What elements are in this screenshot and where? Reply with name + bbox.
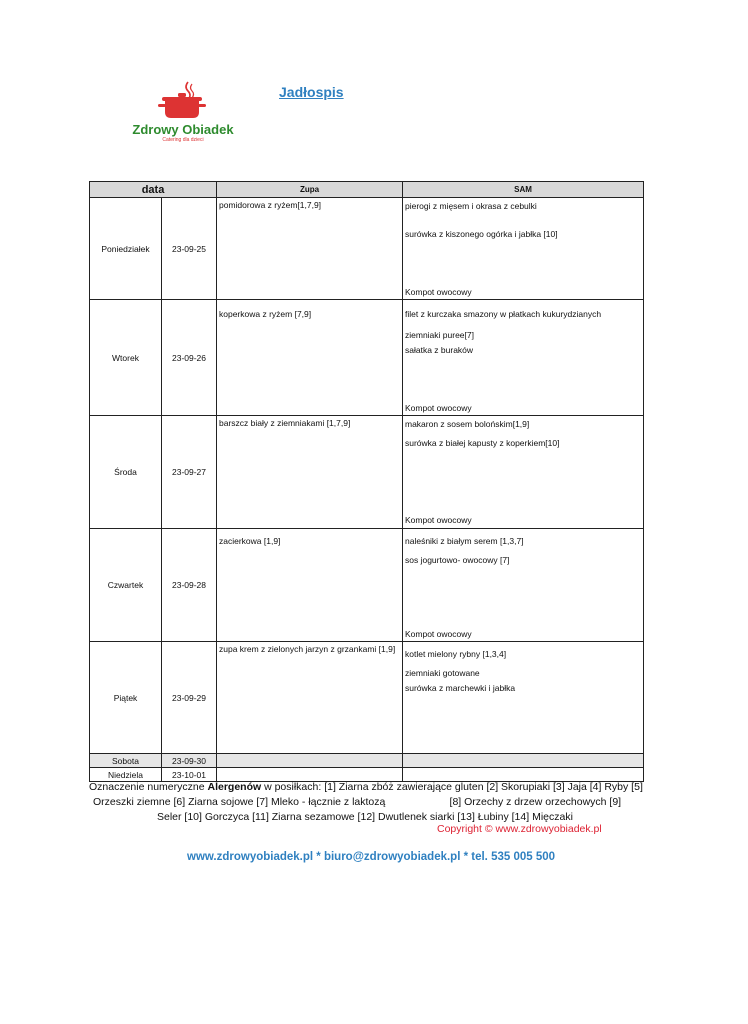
- main-cell: [403, 642, 644, 754]
- header-soup: Zupa: [217, 182, 403, 198]
- main-cell: [403, 416, 644, 529]
- main-item: ziemniaki puree[7]: [405, 330, 474, 340]
- main-item: surówka z białej kapusty z koperkiem[10]: [405, 438, 560, 448]
- allergen-line: Seler [10] Gorczyca [11] Ziarna sezamowe [12] Dwutlenek siarki [13] Łubiny [14] Mięczaki: [157, 811, 573, 823]
- main-cell: [403, 754, 644, 768]
- soup-text: koperkowa z ryżem [7,9]: [219, 309, 312, 319]
- allergen-line: [89, 780, 649, 795]
- date-cell: 23-09-27: [162, 416, 217, 529]
- allergen-bold-text: Alergenów: [207, 781, 262, 793]
- day-cell: Niedziela: [90, 768, 162, 782]
- soup-cell: [217, 529, 403, 642]
- menu-table: [89, 181, 644, 782]
- logo-brand-name: Zdrowy Obiadek: [132, 122, 234, 137]
- soup-cell: [217, 300, 403, 416]
- date-cell: 23-10-01: [162, 768, 217, 782]
- allergen-text: w posiłkach: [1] Ziarna zbóż zawierające gluten [2] Skorupiaki [3] Jaja [4] Ryby [5]: [261, 781, 643, 793]
- soup-text: zupa krem z zielonych jarzyn z grzankami [1,9]: [219, 644, 396, 654]
- table-row: [90, 529, 644, 642]
- main-item: surówka z marchewki i jabłka: [405, 683, 516, 693]
- date-cell: 23-09-25: [162, 198, 217, 300]
- soup-cell: [217, 642, 403, 754]
- date-cell: 23-09-26: [162, 300, 217, 416]
- allergen-line: Orzeszki ziemne [6] Ziarna sojowe [7] Mleko - łącznie z laktozą [8] Orzechy z drzew orzechowych [9]: [93, 796, 622, 808]
- main-item: surówka z kiszonego ogórka i jabłka [10]: [405, 229, 558, 239]
- main-item: Kompot owocowy: [405, 629, 472, 639]
- main-item: sos jogurtowo- owocowy [7]: [405, 555, 510, 565]
- main-item: Kompot owocowy: [405, 287, 472, 297]
- day-cell: Środa: [90, 416, 162, 529]
- allergen-legend: [89, 780, 649, 825]
- date-cell: 23-09-29: [162, 642, 217, 754]
- main-item: sałatka z buraków: [405, 345, 474, 355]
- day-cell: Wtorek: [90, 300, 162, 416]
- main-item: Kompot owocowy: [405, 515, 472, 525]
- main-item: ziemniaki gotowane: [405, 668, 480, 678]
- allergen-text: Oznaczenie numeryczne: [89, 781, 208, 793]
- header-data: data: [90, 182, 217, 198]
- cooking-pot-icon: [158, 80, 208, 122]
- date-cell: 23-09-30: [162, 754, 217, 768]
- main-item: kotlet mielony rybny [1,3,4]: [405, 649, 507, 659]
- date-cell: 23-09-28: [162, 529, 217, 642]
- header-main: SAM: [403, 182, 644, 198]
- main-item: Kompot owocowy: [405, 403, 472, 413]
- copyright-text: Copyright © www.zdrowyobiadek.pl: [437, 823, 602, 835]
- header-row: [90, 182, 644, 198]
- soup-cell: [217, 754, 403, 768]
- company-logo: [128, 80, 238, 150]
- day-cell: Czwartek: [90, 529, 162, 642]
- table-row: [90, 642, 644, 754]
- main-item: naleśniki z białym serem [1,3,7]: [405, 536, 524, 546]
- contact-info: www.zdrowyobiadek.pl * biuro@zdrowyobiadek.pl * tel. 535 005 500: [187, 851, 556, 863]
- day-cell: Poniedziałek: [90, 198, 162, 300]
- main-item: filet z kurczaka smazony w płatkach kukurydzianych: [405, 309, 602, 319]
- main-item: pierogi z mięsem i okrasa z cebulki: [405, 201, 537, 211]
- logo-tagline: Catering dla dzieci: [162, 137, 204, 143]
- day-cell: Piątek: [90, 642, 162, 754]
- soup-cell: [217, 198, 403, 300]
- soup-text: pomidorowa z ryżem[1,7,9]: [219, 200, 322, 210]
- table-row: [90, 300, 644, 416]
- main-cell: [403, 300, 644, 416]
- table-row: [90, 198, 644, 300]
- table-row: [90, 754, 644, 768]
- main-item: makaron z sosem bolońskim[1,9]: [405, 419, 530, 429]
- page-title-link[interactable]: Jadłospis: [279, 84, 344, 100]
- main-cell: [403, 529, 644, 642]
- main-cell: [403, 198, 644, 300]
- soup-text: zacierkowa [1,9]: [219, 536, 281, 546]
- soup-cell: [217, 416, 403, 529]
- soup-text: barszcz biały z ziemniakami [1,7,9]: [219, 418, 351, 428]
- table-row: [90, 416, 644, 529]
- day-cell: Sobota: [90, 754, 162, 768]
